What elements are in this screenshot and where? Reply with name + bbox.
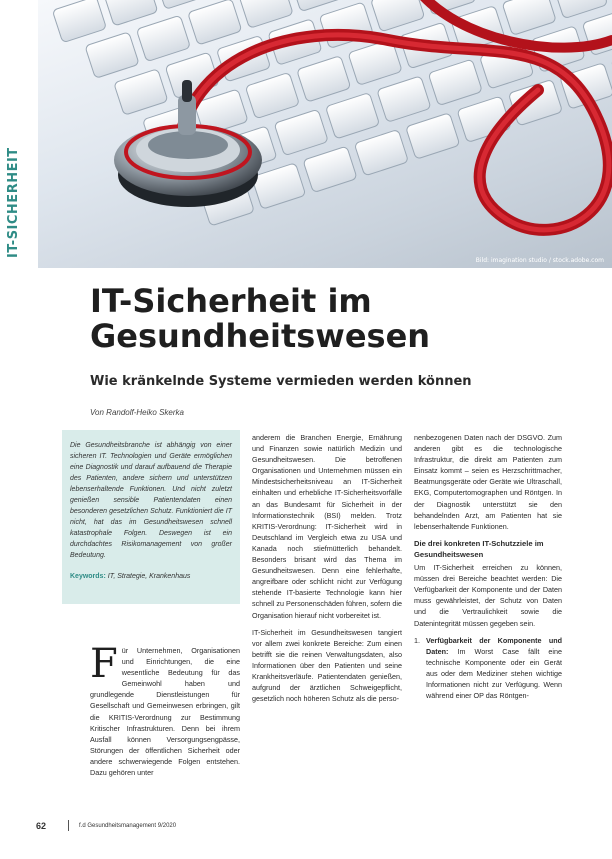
column-3 bbox=[414, 432, 562, 701]
keywords-line bbox=[70, 571, 232, 582]
hero-image bbox=[38, 0, 612, 268]
list-number: 1. bbox=[414, 635, 420, 645]
column-3-paragraph-1: nenbezogenen Daten nach der DSGVO. Zum anderen gibt es die technologische Infrastruktur, die direkt am Patienten zum Einsatz kommt – seien es Herzschrittmacher, Beatmungsgeräte oder Geräte wie Ultraschall, EKG, Computertomographen und Röntgen. In der Diagnostik unterstützt sie den behandelnden Arzt, am Patienten hat sie lebenserhaltende Funktionen. bbox=[414, 433, 562, 531]
abstract-box bbox=[62, 430, 240, 604]
column-2-paragraph-1: anderem die Branchen Energie, Ernährung und Finanzen sowie natürlich Medizin und Gesundheitswesen. Die betroffenen Organisationen und Unternehmen müssen ein Mindestsicherheitsniveau an IT-Sicherheit einhalten und erhebliche IT-Sicherheitsvorfälle an das Bundesamt für Sicherheit in der Informationstechnik (BSI) melden. Trotz KRITIS-Verordnung: IT-Sicherheit wird in Deutschland im Vergleich etwa zu USA und Kanada noch stiefmütterlich behandelt. Besonders brisant wird das Thema im Gesundheitswesen. Denn eine fehlerhafte, angreifbare oder schlicht nicht zur Verfügung stehende IT-basierte Technologie kann hier schnell zu Personenschäden führen, sofern die Organisation hierauf nicht vorbereitet ist. bbox=[252, 433, 402, 620]
publication-source: f.d Gesundheitsmanagement 9/2020 bbox=[79, 822, 177, 829]
keywords-label: Keywords: bbox=[70, 573, 106, 580]
keyboard-with-stethoscope-icon bbox=[38, 0, 612, 268]
list-item-bold: Verfügbarkeit der Komponente und Daten: bbox=[426, 635, 562, 656]
author-byline: Von Randolf-Heiko Skerka bbox=[90, 408, 184, 417]
section-label: IT-SICHERHEIT bbox=[6, 147, 21, 258]
column-2-paragraph-2: IT-Sicherheit im Gesundheitswesen tangiert vor allem zwei konkrete Bereiche: Zum einen betrifft sie die reinen Verwaltungsdaten, also Informationen über den Patienten und seine Krankheitsverläufe. Patientendaten genießen, aufgrund der ärztlichen Schweigepflicht, gesetzlich noch höheren Schutz als die perso- bbox=[252, 627, 402, 704]
article-title bbox=[90, 284, 550, 354]
page-footer bbox=[36, 820, 176, 831]
list-item-body: Im Worst Case fällt eine technische Komponente oder ein Gerät aus oder dem Mediziner stehen wichtige Informationen nicht zur Verfügung. Wenn während einer OP das Röntgen- bbox=[426, 646, 562, 701]
column-1-text: ür Unternehmen, Organisationen und Einrichtungen, die eine wesentliche Bedeutung für das Gemeinwohl haben und grundlegende Dienstleistungen für Gesellschaft und Gemeinwesen erbringen, gilt die KRITIS-Verordnung zur Bestimmung Kritischer Infrastrukturen. Denn bei ihrem Ausfall können Versorgungsengpässe, Störungen der öffentlichen Sicherheit oder andere schwerwiegende Folgen entstehen. Dazu gehören unter bbox=[90, 646, 240, 778]
column-1 bbox=[90, 641, 240, 778]
list-item-text bbox=[426, 635, 562, 702]
footer-divider bbox=[68, 820, 69, 831]
abstract-text: Die Gesundheitsbranche ist abhängig von einer sicheren IT. Technologien und Geräte ermöglichen eine Diagnostik und darauf aufbauend die Therapie des Patienten, andere sichern und unterstützen lebenserhaltende Funktionen. Und nicht zuletzt genießen sensible Patientendaten einen besonderen gesetzlichen Schutz. Funktioniert die IT nicht, hat das im Gesundheitswesen schnell katastrophale Folgen. Deswegen ist ein durchdachtes Risikomanagement von großer Bedeutung. bbox=[70, 442, 232, 559]
image-credit: Bild: imagination studio / stock.adobe.com bbox=[475, 257, 604, 264]
title-line-2: Gesundheitswesen bbox=[90, 317, 431, 355]
list-item bbox=[414, 635, 562, 702]
column-2 bbox=[252, 432, 402, 710]
drop-cap: F bbox=[90, 641, 118, 687]
title-line-1: IT-Sicherheit im bbox=[90, 282, 372, 320]
column-3-paragraph-2: Um IT-Sicherheit erreichen zu können, müssen drei Bereiche beachtet werden: Die Verfügbarkeit der Komponente und der Daten muss gewährleistet, der Schutz von Daten und die Vertraulichkeit sowie die Datenintegrität müssen gegeben sein. bbox=[414, 563, 562, 628]
keywords-values: IT, Strategie, Krankenhaus bbox=[107, 573, 191, 580]
article-subtitle: Wie kränkelnde Systeme vermieden werden können bbox=[90, 374, 472, 389]
page-number: 62 bbox=[36, 820, 47, 831]
section-heading: Die drei konkreten IT-Schutzziele im Gesundheitswesen bbox=[414, 538, 544, 559]
